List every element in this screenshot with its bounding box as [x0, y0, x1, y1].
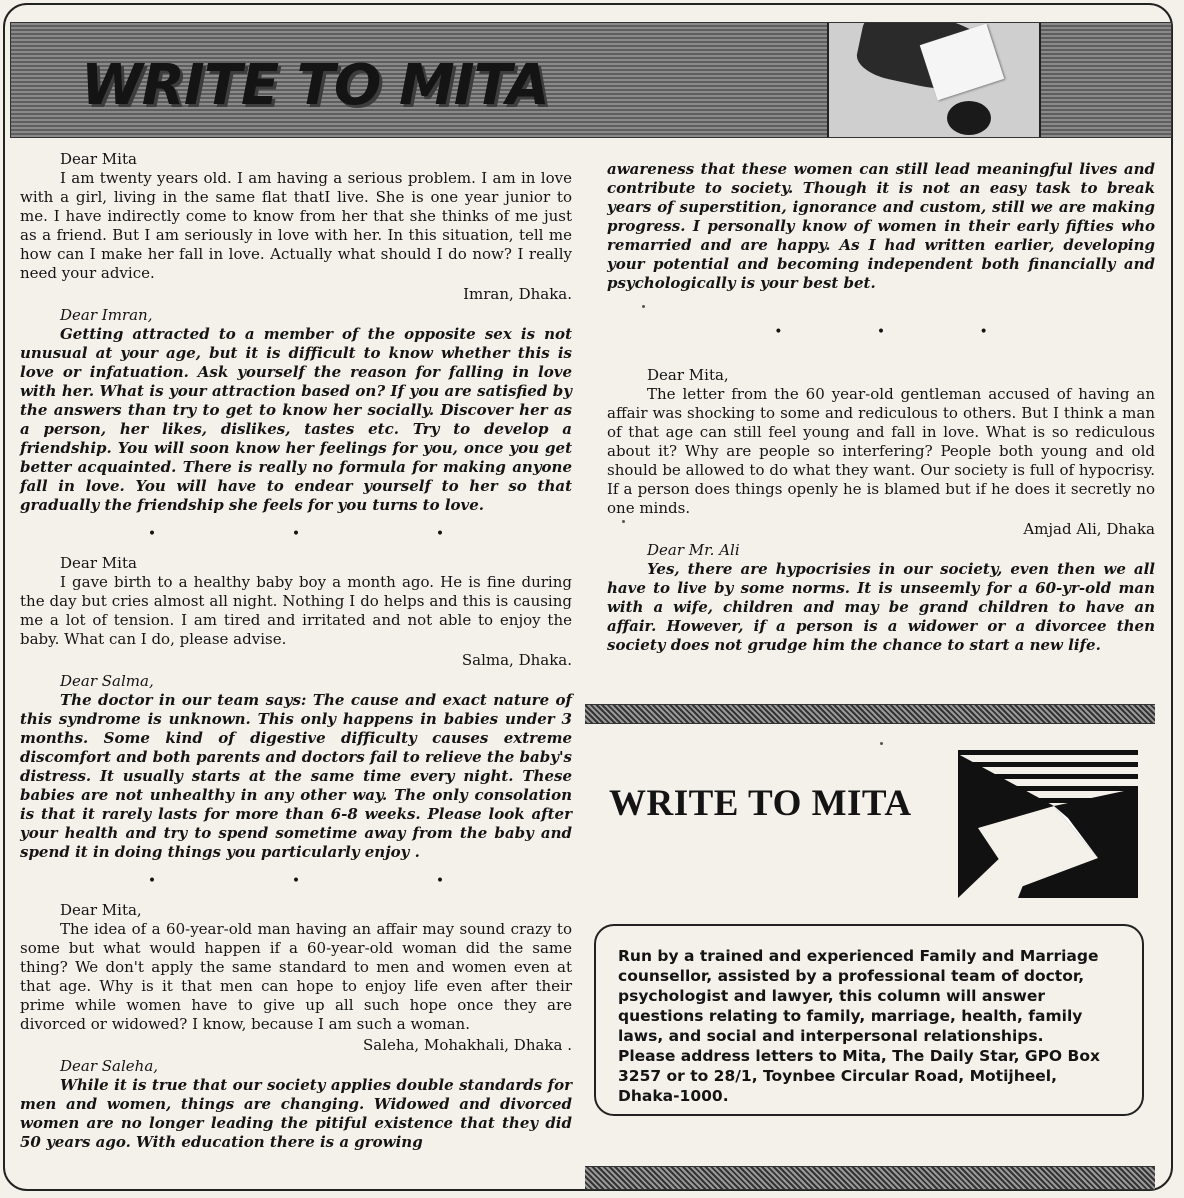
letter-signature: Amjad Ali, Dhaka	[1023, 520, 1155, 538]
letter-salutation: Dear Mita	[60, 554, 137, 572]
letter-body: The idea of a 60-year-old man having an affair may sound crazy to some but what would happen if a 60-year-old woman did the same thing? We don't apply the same standard to men and women even at that age. Why is it that men can hope to enjoy life even after their prime while women have to give up all such hope once they are divorced or widowed? I know, because I am such a woman.	[20, 920, 572, 1033]
letter-body: I am twenty years old. I am having a serious problem. I am in love with a girl, living in the same flat thatI live. She is one year junior to me. I have indirectly come to know from her that she thinks of me just as a friend. But I am seriously in love with her. In this situation, tell me how can I make her fall in love. Actually what should I do now? I really need your advice.	[20, 169, 572, 282]
section-separator: • • •	[774, 324, 988, 340]
info-address: Please address letters to Mita, The Daily Star, GPO Box 3257 or to 28/1, Toynbee Circular Road, Motijheel, Dhaka-1000.	[618, 1047, 1100, 1105]
letter-salutation: Dear Mita,	[60, 901, 142, 919]
reply-continued: awareness that these women can still lead meaningful lives and contribute to society. Though it is not an easy task to break years of superstition, ignorance and custom, still we are making progress. I personally know of women in their early fifties who remarried and are happy. As I had written earlier, developing your potential and becoming independent both financially and psychologically is your best bet.	[607, 160, 1155, 292]
section-separator: • • •	[147, 526, 445, 542]
reply-salutation: Dear Imran,	[60, 306, 153, 324]
logo-graphic	[958, 748, 1138, 898]
reply-salutation: Dear Salma,	[60, 672, 154, 690]
right-column	[607, 160, 1155, 655]
letter-signature: Saleha, Mohakhali, Dhaka .	[362, 1036, 572, 1054]
letter-body: I gave birth to a healthy baby boy a month ago. He is fine during the day but cries almost all night. Nothing I do helps and this is causing me a lot of tension. I am tired and irritated and not able to enjoy the baby. What can I do, please advise.	[20, 573, 572, 648]
info-description: Run by a trained and experienced Family and Marriage counsellor, assisted by a professional team of doctor, psychologist and lawyer, this column will answer questions relating to family, marriage, health, family laws, and social and interpersonal relationships.	[618, 947, 1099, 1045]
left-column	[20, 150, 572, 1152]
letter-salutation: Dear Mita,	[647, 366, 729, 384]
banner-photo	[827, 23, 1041, 137]
reply-body: The doctor in our team says: The cause and exact nature of this syndrome is unknown. This only happens in babies under 3 months. Some kind of digestive difficulty causes extreme discomfort and both parents and doctors fail to relieve the baby's distress. It usually starts at the same time every night. These babies are not unhealthy in any other way. The only consolation is that it rarely lasts for more than 6-8 weeks. Please look after your health and try to spend sometime away from the baby and spend it in doing things you particularly enjoy .	[20, 691, 572, 861]
letter-salutation: Dear Mita	[60, 150, 137, 168]
print-speck	[642, 305, 645, 308]
reply-salutation: Dear Mr. Ali	[647, 541, 740, 559]
banner-title: WRITE TO MITA	[81, 53, 549, 118]
hatched-divider	[585, 704, 1155, 724]
reply-salutation: Dear Saleha,	[60, 1057, 159, 1075]
print-speck	[622, 520, 625, 523]
letter-signature: Salma, Dhaka.	[461, 651, 572, 669]
reply-body: While it is true that our society applies double standards for men and women, things are changing. Widowed and divorced women are no longer leading the pitiful existence that they did 50 years ago. With education there is a growing	[20, 1076, 572, 1151]
section-separator: • • •	[147, 873, 445, 889]
letter-signature: Imran, Dhaka.	[463, 285, 572, 303]
reply-body: Getting attracted to a member of the opposite sex is not unusual at your age, but it is difficult to know whether this is love or infatuation. Ask yourself the reason for falling in love with her. What is your attraction based on? If you are satisfied by the answers than try to get to know her socially. Discover her as a person, her likes, dislikes, tastes etc. Try to develop a friendship. You will soon know her feelings for you, once you get better acquainted. There is really no formula for making anyone fall in love. You will have to endear yourself to her so that gradually the friendship she feels for you turns to love.	[20, 325, 572, 514]
logo-title: WRITE TO MITA	[609, 783, 912, 824]
column-banner	[10, 22, 1172, 138]
column-info-box	[594, 924, 1144, 1116]
pen-illustration	[947, 101, 991, 135]
letter-body: The letter from the 60 year-old gentleman accused of having an affair was shocking to some and rediculous to others. But I think a man of that age can still feel young and fall in love. What is so rediculous about it? Why are people so interfering? People both young and old should be allowed to do what they want. Our society is full of hypocrisy. If a person does things openly he is blamed but if he does it secretly no one minds.	[607, 385, 1155, 517]
print-speck	[880, 742, 883, 745]
reply-body: Yes, there are hypocrisies in our society, even then we all have to live by some norms. It is unseemly for a 60-yr-old man with a wife, children and may be grand children to have an affair. However, if a person is a widower or a divorcee then society does not grudge him the chance to start a new life.	[607, 560, 1155, 654]
hatched-divider-bottom	[585, 1166, 1155, 1190]
